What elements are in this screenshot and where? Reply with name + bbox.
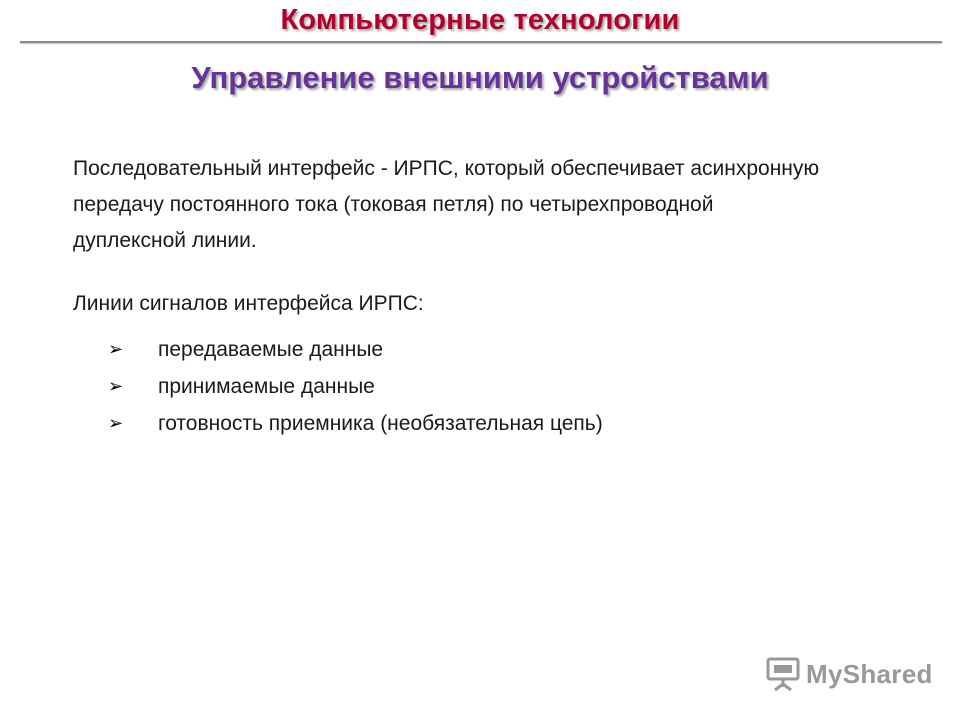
list-item-text: принимаемые данные	[158, 374, 375, 398]
list-item	[108, 368, 603, 405]
arrow-bullet-icon: ➢	[108, 339, 124, 359]
list-item	[108, 331, 603, 368]
signal-lines-list	[108, 331, 603, 442]
paragraph-line: Последовательный интерфейс - ИРПС, который обеспечивает асинхронную	[73, 157, 820, 180]
slide-subtitle: Управление внешними устройствами	[191, 60, 769, 95]
paragraph-line: дуплексной линии.	[73, 229, 257, 252]
list-item-text: передаваемые данные	[158, 337, 384, 361]
watermark-logo	[766, 656, 933, 692]
presentation-board-icon	[766, 656, 800, 692]
paragraph-line: передачу постоянного тока (токовая петля) по четырехпроводной	[73, 193, 714, 216]
header-divider	[20, 41, 942, 43]
intro-paragraph	[73, 151, 943, 259]
list-item-text: готовность приемника (необязательная цепь)	[158, 411, 603, 435]
arrow-bullet-icon: ➢	[108, 376, 124, 396]
watermark-text: MyShared	[806, 658, 933, 689]
signal-lines-heading: Линии сигналов интерфейса ИРПС:	[73, 292, 424, 315]
list-item	[108, 405, 603, 442]
arrow-bullet-icon: ➢	[108, 413, 124, 433]
header-title: Компьютерные технологии	[280, 4, 680, 36]
